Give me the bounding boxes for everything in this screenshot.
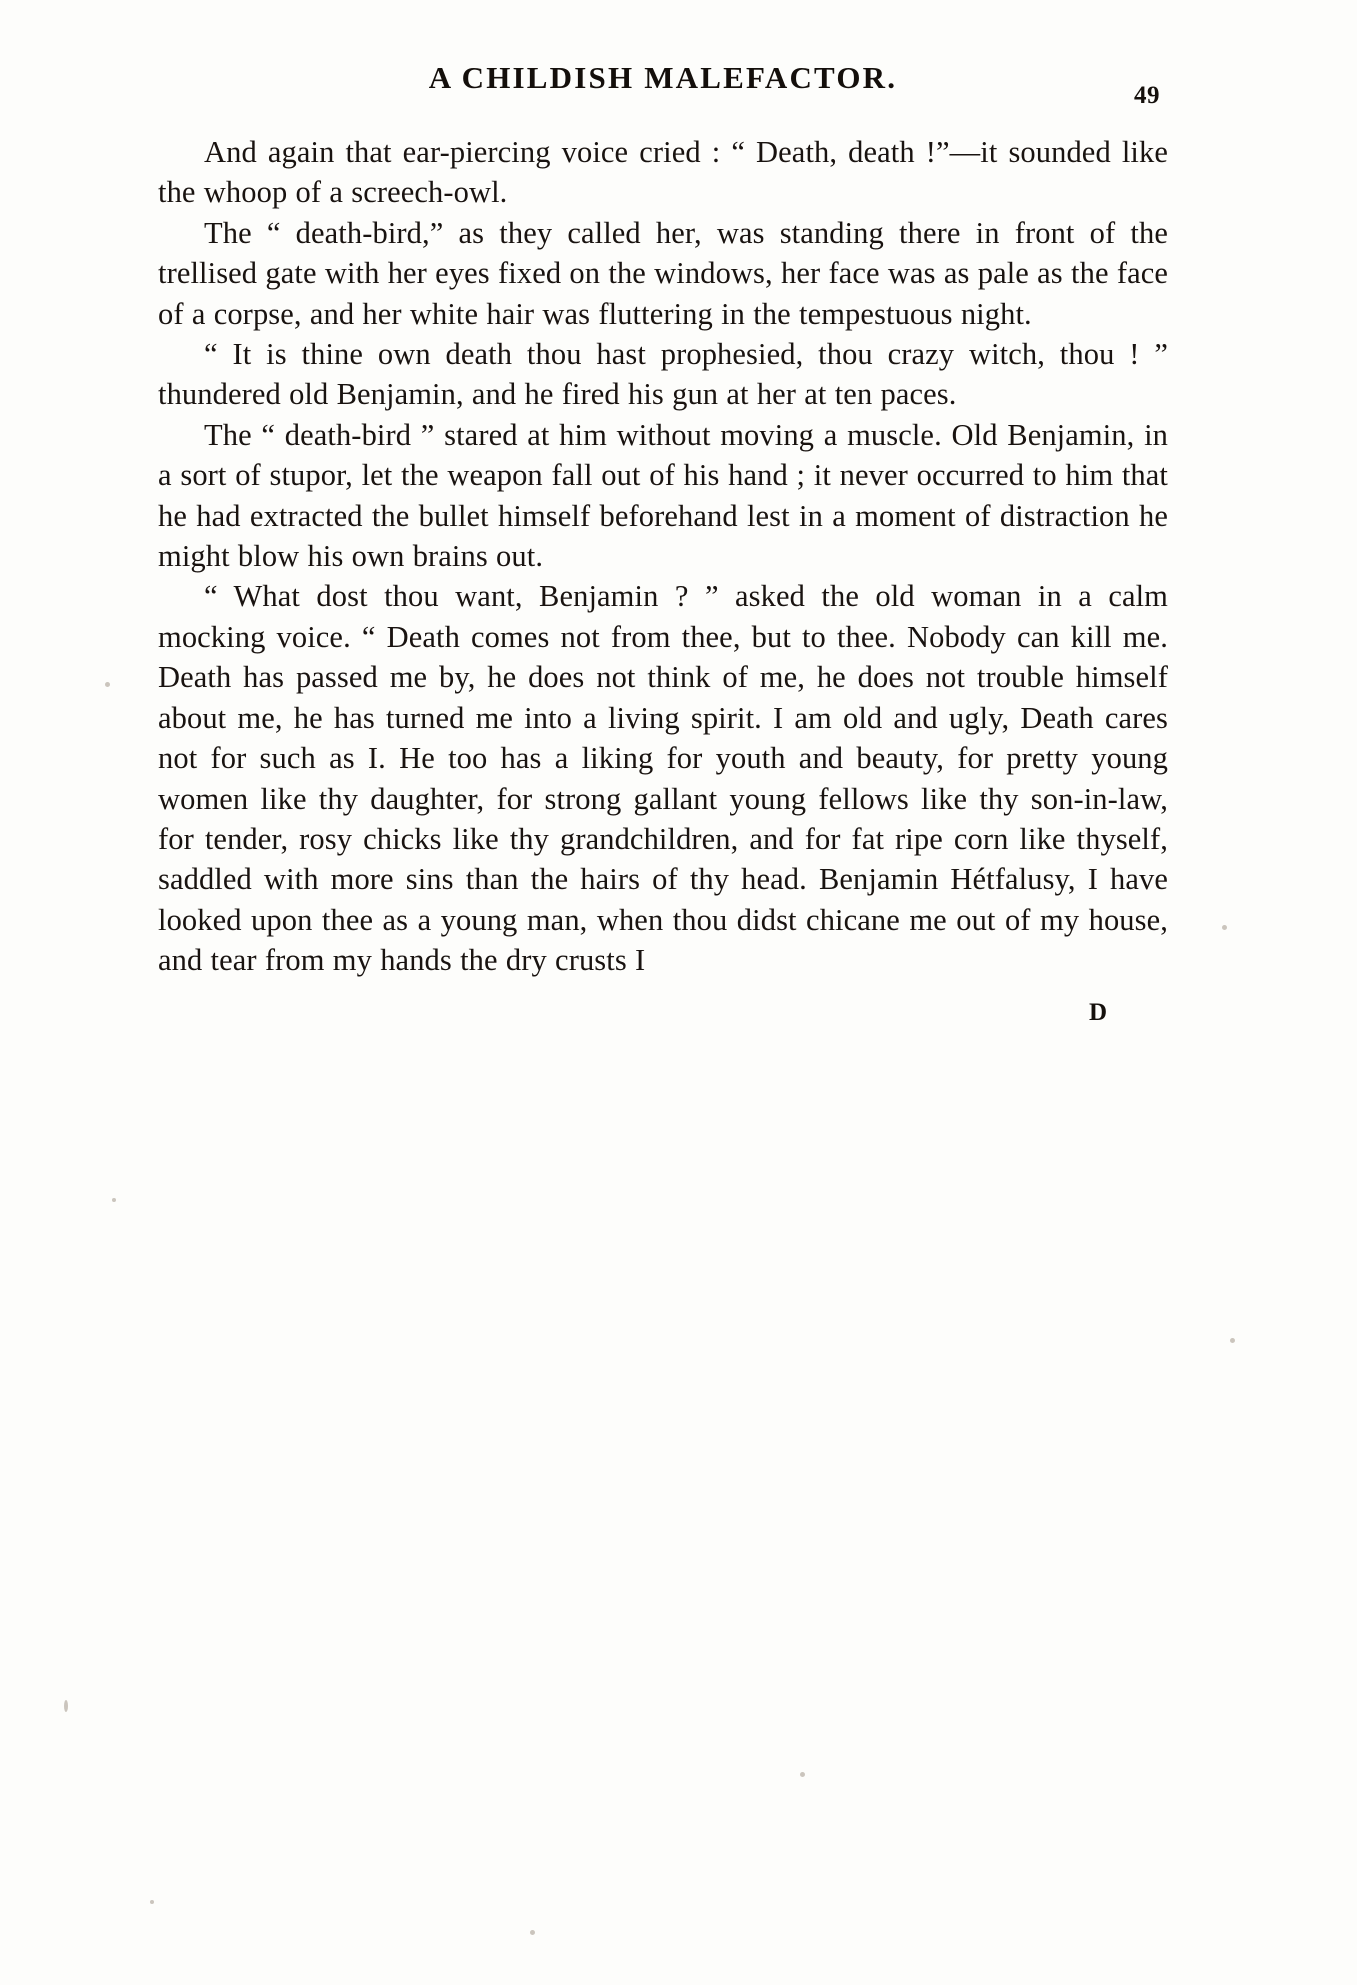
paragraph: “ What dost thou want, Benjamin ? ” asked the old woman in a calm mocking voice. “ Death comes not from thee, but to thee. Nobody can kill me. Death has passed me by, he does not think of me, he does not trouble himself about me, he has turned me into a living spirit. I am old and ugly, Death cares not for such as I. He too has a liking for youth and beauty, for pretty young women like thy daughter, for strong gallant young fellows like thy son-in-law, for tender, rosy chicks like thy grandchildren, and for fat ripe corn like thyself, saddled with more sins than the hairs of thy head. Benjamin Hétfalusy, I have looked upon thee as a young man, when thou didst chicane me out of my house, and tear from my hands the dry crusts I	[158, 579, 1168, 978]
signature-mark: D	[1088, 998, 1108, 1026]
paragraph: And again that ear-piercing voice cried : “ Death, death !”—it sounded like the whoop of a screech-owl.	[158, 135, 1168, 210]
paragraph: The “ death-bird,” as they called her, was standing there in front of the trellised gate with her eyes fixed on the windows, her face was as pale as the face of a corpse, and her white hair was fluttering in the tempestuous night.	[158, 215, 1168, 331]
print-speck	[530, 1930, 535, 1935]
print-speck	[64, 1700, 68, 1712]
print-speck	[105, 682, 110, 687]
page-title: A CHILDISH MALEFACTOR.	[428, 60, 898, 95]
page-number: 49	[1134, 82, 1160, 109]
print-speck	[800, 1772, 805, 1777]
running-header	[158, 60, 1168, 112]
paragraph: The “ death-bird ” stared at him without moving a muscle. Old Benjamin, in a sort of stupor, let the weapon fall out of his hand ; it never occurred to him that he had extracted the bullet himself beforehand lest in a moment of distraction he might blow his own brains out.	[158, 417, 1168, 574]
print-speck	[150, 1900, 154, 1904]
page-content	[158, 60, 1168, 1027]
print-speck	[1222, 925, 1227, 930]
print-speck	[1230, 1338, 1235, 1343]
body-text	[158, 132, 1168, 981]
paragraph: “ It is thine own death thou hast prophesied, thou crazy witch, thou ! ” thundered old Benjamin, and he fired his gun at her at ten paces.	[158, 337, 1168, 412]
print-speck	[112, 1198, 116, 1202]
